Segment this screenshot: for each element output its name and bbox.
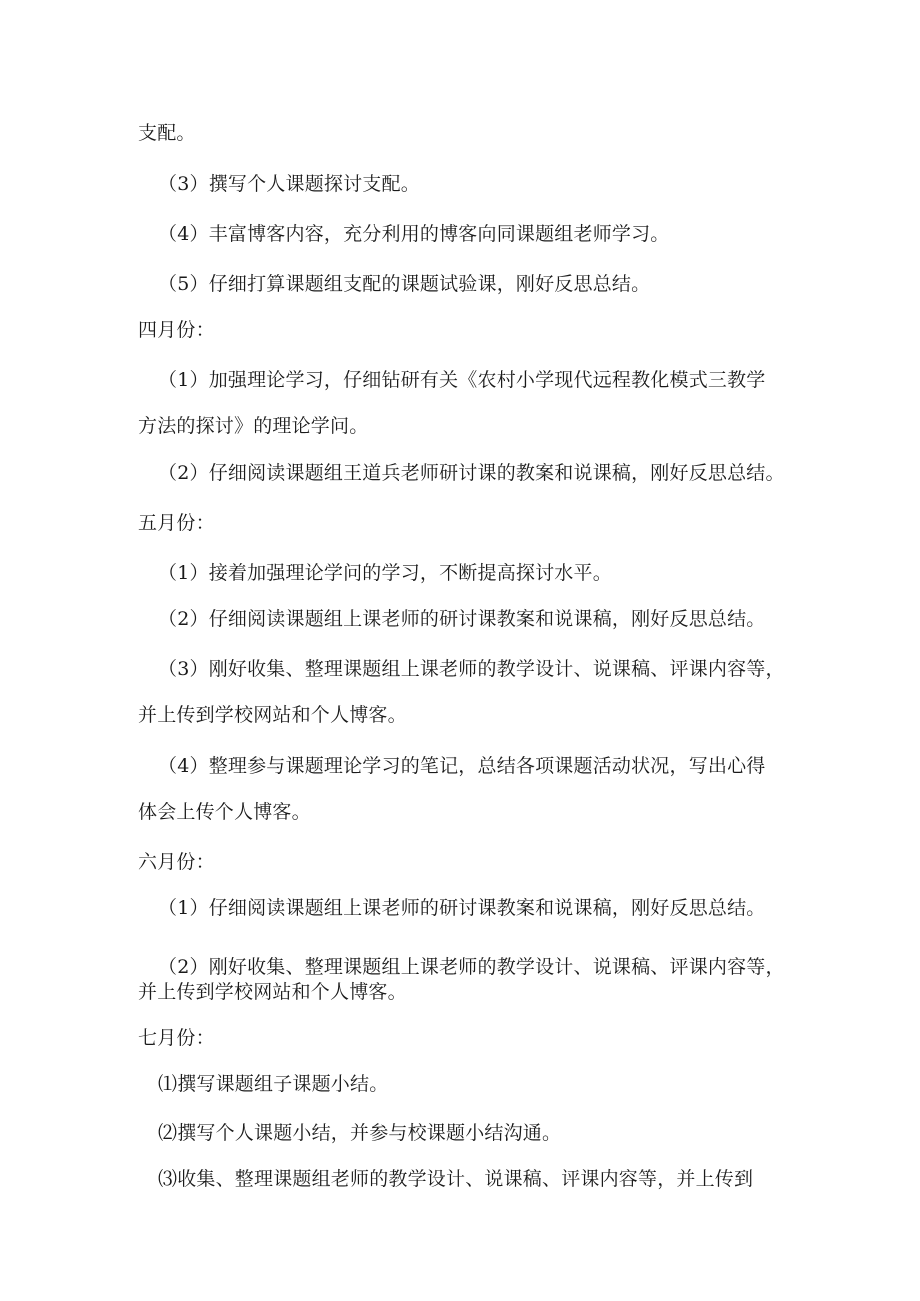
text-line: （5）仔细打算课题组支配的课题试验课，刚好反思总结。: [158, 273, 651, 295]
text-line: （2）仔细阅读课题组上课老师的研讨课教案和说课稿，刚好反思总结。: [158, 608, 766, 630]
text-line: 体会上传个人博客。: [138, 801, 311, 823]
text-line: ⑵撰写个人课题小结，并参与校课题小结沟通。: [158, 1122, 562, 1144]
text-line: ⑴撰写课题组子课题小结。: [158, 1073, 389, 1095]
text-line: ⑶收集、整理课题组老师的教学设计、说课稿、评课内容等，并上传到: [158, 1168, 754, 1190]
text-line: （1）仔细阅读课题组上课老师的研讨课教案和说课稿，刚好反思总结。: [158, 897, 766, 919]
text-line: （4）整理参与课题理论学习的笔记，总结各项课题活动状况，写出心得: [158, 755, 766, 777]
text-line: （2）刚好收集、整理课题组上课老师的教学设计、说课稿、评课内容等，: [158, 956, 785, 978]
section-heading: 四月份：: [138, 319, 215, 341]
text-line: （1）接着加强理论学问的学习，不断提高探讨水平。: [158, 562, 612, 584]
text-line: （4）丰富博客内容，充分利用的博客向同课题组老师学习。: [158, 223, 670, 245]
section-heading: 六月份：: [138, 851, 215, 873]
text-line: 并上传到学校网站和个人博客。: [138, 704, 407, 726]
text-line: （2）仔细阅读课题组王道兵老师研讨课的教案和说课稿，刚好反思总结。: [158, 462, 785, 484]
text-line: 方法的探讨》的理论学问。: [138, 415, 369, 437]
section-heading: 七月份：: [138, 1027, 215, 1049]
text-line: （3）撰写个人课题探讨支配。: [158, 173, 420, 195]
text-line: 支配。: [138, 122, 196, 144]
text-line: （3）刚好收集、整理课题组上课老师的教学设计、说课稿、评课内容等，: [158, 658, 785, 680]
text-line: （1）加强理论学习，仔细钻研有关《农村小学现代远程教化模式三教学: [158, 369, 766, 391]
section-heading: 五月份：: [138, 512, 215, 534]
text-line: 并上传到学校网站和个人博客。: [138, 981, 407, 1003]
